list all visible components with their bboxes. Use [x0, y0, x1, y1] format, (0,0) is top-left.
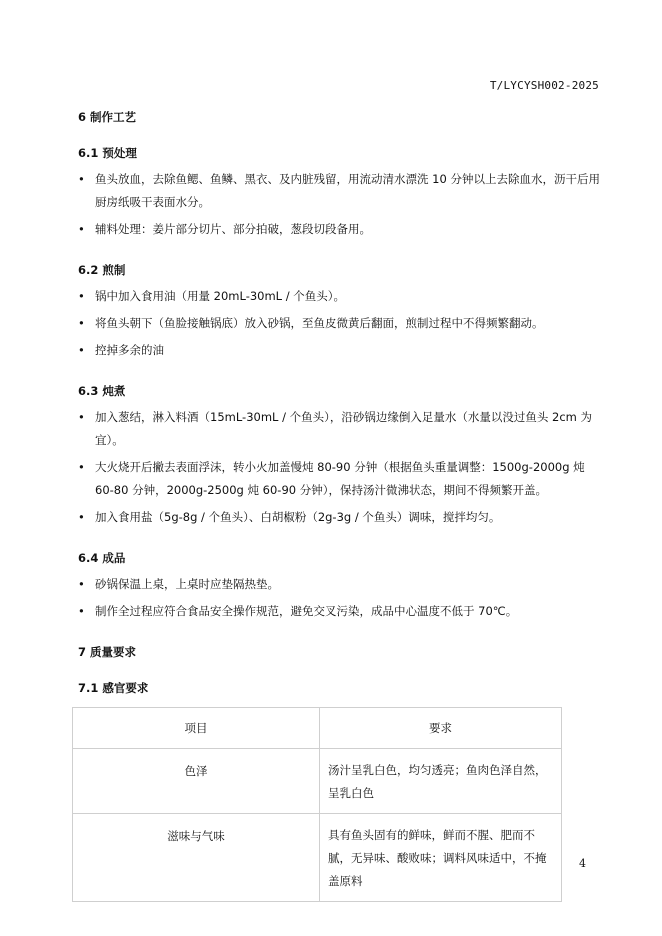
table-cell-item: 色泽 [73, 749, 320, 814]
table-header-row [73, 708, 562, 749]
list-item: • 将鱼头朝下（鱼脸接触锅底）放入砂锅，至鱼皮微黄后翻面，煎制过程中不得频繁翻动。 [78, 312, 602, 335]
table-row [73, 749, 562, 814]
section-6-1-heading: 6.1 预处理 [78, 146, 137, 160]
bullet-icon: • [78, 577, 85, 591]
table-row [73, 814, 562, 902]
table-cell-item: 滋味与气味 [73, 814, 320, 902]
table-cell-requirement: 具有鱼头固有的鲜味，鲜而不腥、肥而不腻，无异味、酸败味；调料风味适中，不掩盖原料 [320, 814, 562, 902]
section-6-heading: 6 制作工艺 [78, 110, 137, 124]
bullet-icon: • [78, 172, 85, 186]
list-item: • 砂锅保温上桌，上桌时应垫隔热垫。 [78, 573, 602, 596]
document-code: T/LYCYSH002-2025 [489, 79, 599, 92]
list-item: • 控掉多余的油 [78, 339, 602, 362]
list-item: • 制作全过程应符合食品安全操作规范，避免交叉污染，成品中心温度不低于 70℃。 [78, 600, 602, 623]
bullet-icon: • [78, 410, 85, 424]
bullet-icon: • [78, 316, 85, 330]
section-6-4-heading: 6.4 成品 [78, 551, 126, 565]
section-7-heading: 7 质量要求 [78, 645, 137, 659]
list-item: • 锅中加入食用油（用量 20mL-30mL / 个鱼头）。 [78, 285, 602, 308]
section-6-2-heading: 6.2 煎制 [78, 263, 126, 277]
list-item: • 鱼头放血，去除鱼鳃、鱼鳞、黑衣、及内脏残留，用流动清水漂洗 10 分钟以上去除血水，沥干后用厨房纸吸干表面水分。 [78, 168, 602, 214]
bullet-icon: • [78, 460, 85, 474]
bullet-icon: • [78, 510, 85, 524]
bullet-icon: • [78, 604, 85, 618]
list-item: • 加入葱结，淋入料酒（15mL-30mL / 个鱼头），沿砂锅边缘倒入足量水（水量以没过鱼头 2cm 为宜）。 [78, 406, 602, 452]
bullet-icon: • [78, 222, 85, 236]
section-6-3-heading: 6.3 炖煮 [78, 384, 126, 398]
list-item: • 加入食用盐（5g-8g / 个鱼头）、白胡椒粉（2g-3g / 个鱼头）调味，搅拌均匀。 [78, 506, 602, 529]
table-cell-requirement: 汤汁呈乳白色，均匀透亮；鱼肉色泽自然，呈乳白色 [320, 749, 562, 814]
page-number: 4 [579, 857, 586, 870]
bullet-icon: • [78, 343, 85, 357]
bullet-icon: • [78, 289, 85, 303]
list-item: • 大火烧开后撇去表面浮沫，转小火加盖慢炖 80-90 分钟（根据鱼头重量调整：1500g-2000g 炖 60-80 分钟，2000g-2500g 炖 60-90 分钟），保持汤汁微沸状态，期间不得频繁开盖。 [78, 456, 602, 502]
section-7-1-heading: 7.1 感官要求 [78, 681, 149, 695]
table-header-cell: 要求 [320, 708, 562, 749]
list-item: • 辅料处理：姜片部分切片、部分拍破，葱段切段备用。 [78, 218, 602, 241]
table-header-cell: 项目 [73, 708, 320, 749]
document-body [78, 106, 602, 902]
sensory-requirements-table [72, 707, 562, 902]
